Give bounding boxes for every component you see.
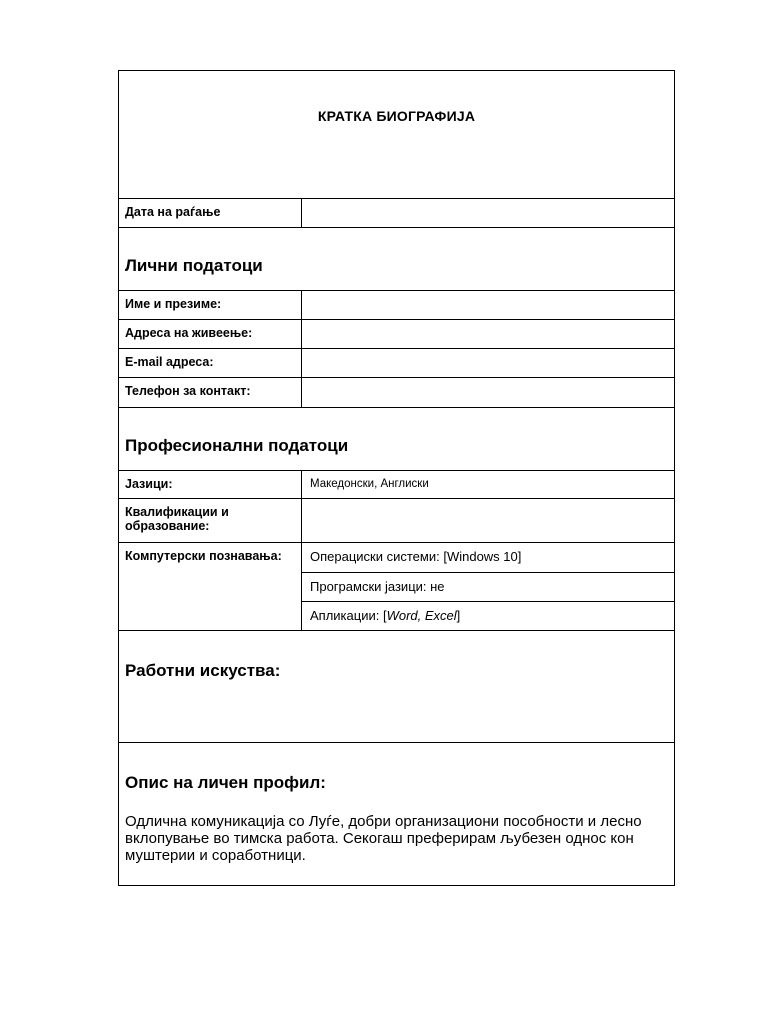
- name-row: [119, 290, 674, 319]
- phone-label: Телефон за контакт:: [119, 378, 302, 407]
- apps-suffix: ]: [456, 608, 461, 623]
- phone-field[interactable]: [302, 378, 674, 407]
- personal-section: [119, 227, 674, 290]
- qualifications-field[interactable]: [302, 499, 674, 542]
- qualifications-row: [119, 498, 674, 542]
- languages-value[interactable]: Македонски, Англиски: [310, 478, 429, 490]
- computer-skills-row: [119, 542, 674, 630]
- professional-section: [119, 407, 674, 470]
- email-label: E-mail адреса:: [119, 349, 302, 377]
- birth-date-row: [119, 198, 674, 227]
- professional-heading: Професионални податоци: [125, 436, 349, 455]
- apps-names: Word, Excel: [386, 608, 457, 623]
- profile-text: Одлична комуникација со Луѓе, добри организациони пособности и лесно вклопување во тимска работа. Секогаш преферирам љубезен однос кон муштерии и соработници.: [125, 813, 642, 864]
- languages-row: [119, 470, 674, 498]
- work-heading: Работни искуства:: [125, 661, 281, 680]
- apps-prefix: Апликации: [: [310, 608, 387, 623]
- computer-skills-values: [302, 543, 674, 630]
- biography-form: [118, 70, 675, 886]
- title-row: [119, 71, 674, 198]
- email-row: [119, 348, 674, 377]
- profile-heading: Опис на личен профил:: [125, 773, 326, 792]
- apps-value[interactable]: [302, 601, 674, 630]
- address-row: [119, 319, 674, 348]
- address-field[interactable]: [302, 320, 674, 348]
- birth-date-label: Дата на раѓање: [119, 199, 302, 227]
- work-experience-section: [119, 630, 674, 742]
- computer-skills-label: Компутерски познавања:: [119, 543, 302, 630]
- address-label: Адреса на живеење:: [119, 320, 302, 348]
- email-field[interactable]: [302, 349, 674, 377]
- form-title: КРАТКА БИОГРАФИЈА: [317, 108, 476, 124]
- os-value[interactable]: Операциски системи: [Windows 10]: [310, 549, 522, 564]
- name-field[interactable]: [302, 291, 674, 319]
- languages-label: Јазици:: [119, 471, 302, 498]
- name-label: Име и презиме:: [119, 291, 302, 319]
- profile-section: [119, 742, 674, 885]
- programming-value[interactable]: Програмски јазици: не: [302, 572, 674, 601]
- personal-heading: Лични податоци: [125, 256, 263, 275]
- birth-date-field[interactable]: [302, 199, 674, 227]
- qualifications-label: Квалификации и образование:: [119, 499, 302, 542]
- phone-row: [119, 377, 674, 407]
